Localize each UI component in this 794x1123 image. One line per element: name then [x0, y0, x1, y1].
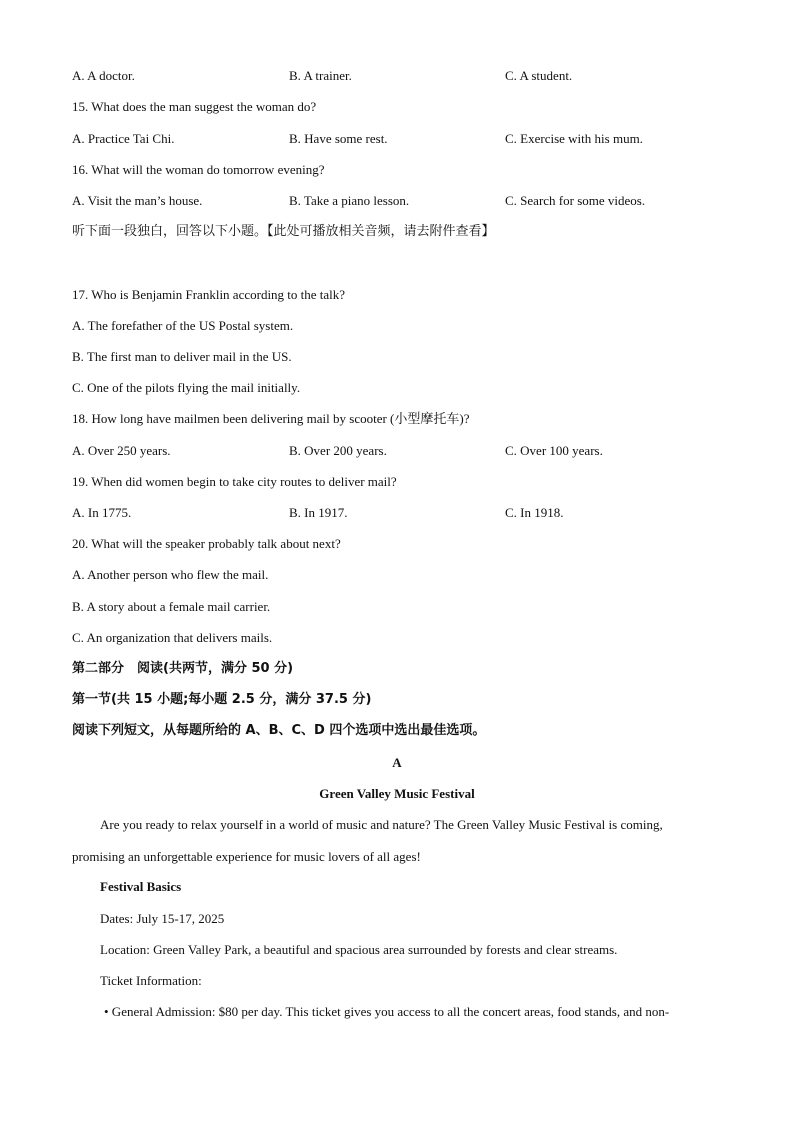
q20-question: 20. What will the speaker probably talk about next?: [72, 536, 341, 551]
q16-option-c: C. Search for some videos.: [505, 193, 646, 208]
passage-paragraph-line-1: Are you ready to relax yourself in a world of music and nature? The Green Valley Music Festival is coming,: [100, 817, 663, 832]
passage-letter: A: [392, 755, 402, 770]
q17-option-b: B. The first man to deliver mail in the US.: [72, 349, 292, 364]
reading-instruction: 阅读下列短文，从每题所给的 A、B、C、D 四个选项中选出最佳选项。: [72, 723, 486, 738]
monologue-instruction: 听下面一段独白，回答以下小题。【此处可播放相关音频，请去附件查看】: [72, 224, 495, 239]
festival-location: Location: Green Valley Park, a beautiful and spacious area surrounded by forests and clear streams.: [100, 942, 618, 957]
q16-question: 16. What will the woman do tomorrow evening?: [72, 162, 325, 177]
q15-option-a: A. Practice Tai Chi.: [72, 131, 175, 146]
q16-option-a: A. Visit the man’s house.: [72, 193, 203, 208]
q20-option-c: C. An organization that delivers mails.: [72, 630, 273, 645]
passage-paragraph-line-2: promising an unforgettable experience for music lovers of all ages!: [72, 849, 421, 864]
general-admission-item: • General Admission: $80 per day. This ticket gives you access to all the concert areas, food stands, and non-: [104, 1004, 670, 1019]
q14-option-b: B. A trainer.: [289, 68, 352, 83]
festival-dates: Dates: July 15-17, 2025: [100, 911, 225, 926]
q17-option-a: A. The forefather of the US Postal system.: [72, 318, 294, 333]
q15-option-b: B. Have some rest.: [289, 131, 388, 146]
q18-option-a: A. Over 250 years.: [72, 443, 171, 458]
q15-option-c: C. Exercise with his mum.: [505, 131, 643, 146]
q18-option-c: C. Over 100 years.: [505, 443, 603, 458]
q19-option-c: C. In 1918.: [505, 505, 564, 520]
passage-title: Green Valley Music Festival: [319, 786, 475, 801]
q19-option-b: B. In 1917.: [289, 505, 348, 520]
q15-question: 15. What does the man suggest the woman do?: [72, 99, 317, 114]
q14-option-c: C. A student.: [505, 68, 573, 83]
q19-option-a: A. In 1775.: [72, 505, 132, 520]
ticket-information-label: Ticket Information:: [100, 973, 202, 988]
part2-heading: 第二部分 阅读(共两节，满分 50 分): [72, 661, 294, 676]
q18-option-b: B. Over 200 years.: [289, 443, 387, 458]
q20-option-a: A. Another person who flew the mail.: [72, 567, 269, 582]
q18-question: 18. How long have mailmen been delivering mail by scooter (小型摩托车)?: [72, 411, 470, 426]
q17-question: 17. Who is Benjamin Franklin according to the talk?: [72, 287, 346, 302]
q14-option-a: A. A doctor.: [72, 68, 135, 83]
section1-heading: 第一节(共 15 小题;每小题 2.5 分，满分 37.5 分): [72, 692, 372, 707]
q19-question: 19. When did women begin to take city routes to deliver mail?: [72, 474, 397, 489]
festival-basics-heading: Festival Basics: [100, 879, 182, 894]
q17-option-c: C. One of the pilots flying the mail initially.: [72, 380, 301, 395]
q16-option-b: B. Take a piano lesson.: [289, 193, 410, 208]
q20-option-b: B. A story about a female mail carrier.: [72, 599, 271, 614]
